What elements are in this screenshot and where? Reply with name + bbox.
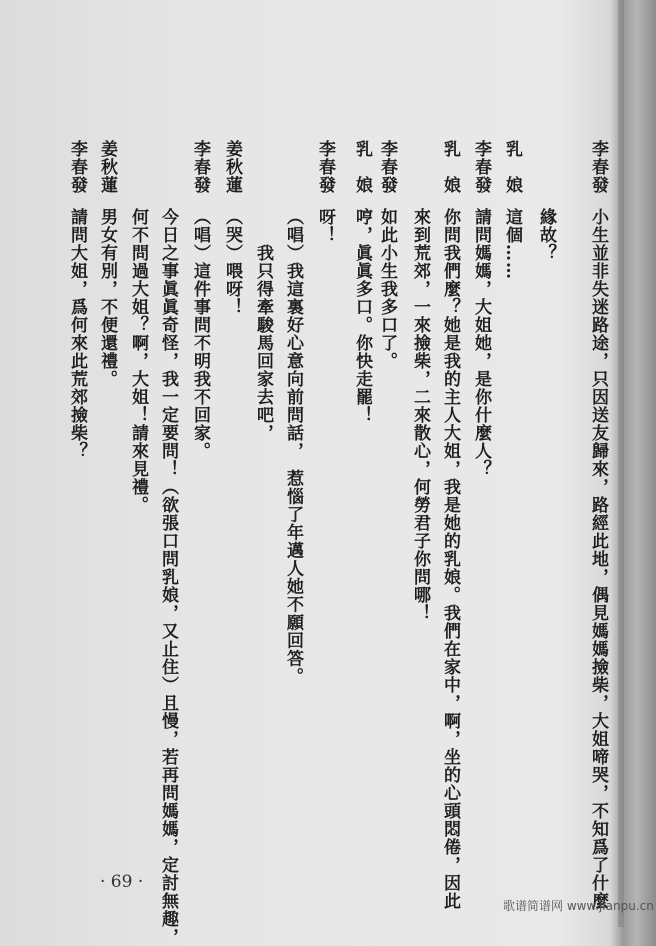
speaker-name: 李春發 [190,140,210,194]
dialogue-line: 緣故？ [536,208,556,262]
speaker-name: 李春發 [471,140,491,194]
watermark: 歌谱简谱网 www.jianpu.cn [503,899,654,913]
dialogue-line: 請問媽媽，大姐她，是你什麼人？ [471,208,491,478]
speaker-name: 姜秋蓮 [97,140,117,194]
dialogue-line: 如此小生我多口了。 [377,208,397,370]
dialogue-line: 何不問過大姐？啊，大姐！請來見禮。 [128,208,148,514]
dialogue-line: 男女有別，不便還禮。 [97,208,117,388]
dialogue-line: 哼，眞眞多口。你快走罷！ [352,208,372,424]
speaker-name: 李春發 [588,140,608,194]
speaker-name: 李春發 [377,140,397,194]
dialogue-line: 你問我們麼？她是我的主人大姐，我是她的乳娘。我們在家中，啊，坐的心頭悶倦，因此 [440,208,460,910]
speaker-name: 乳 娘 [502,140,522,194]
dialogue-line: 今日之事眞眞奇怪，我一定要問！（欲張口問乳娘，又止住）且慢，若再問媽媽，定討無趣， [158,208,178,946]
dialogue-line: （唱）這件事問不明我不回家。 [190,208,210,460]
dialogue-line: 請問大姐，爲何來此荒郊撿柴？ [67,208,87,460]
speaker-name: 姜秋蓮 [222,140,242,194]
dialogue-line: 這個…… [502,208,522,280]
speaker-name: 乳 娘 [440,140,460,194]
dialogue-line: 呀！ [315,208,335,244]
dialogue-line: （哭）喂呀！ [222,208,242,316]
dialogue-line: （唱）我這裏好心意向前問話， 惹惱了年邁人她不願回答。 [283,208,303,686]
speaker-name: 乳 娘 [352,140,372,194]
page-number: · 69 · [100,872,144,892]
speaker-name: 李春發 [315,140,335,194]
dialogue-line: 來到荒郊，一來撿柴，二來散心，何勞君子你問哪！ [410,208,430,622]
dialogue-line: 小生並非失迷路途，只因送友歸來，路經此地，偶見媽媽撿柴，大姐啼哭，不知爲了什麼 [588,208,608,910]
dialogue-line: 我只得牽駿馬回家去吧， [253,244,273,442]
book-gutter-shadow [618,0,624,927]
speaker-name: 李春發 [67,140,87,194]
